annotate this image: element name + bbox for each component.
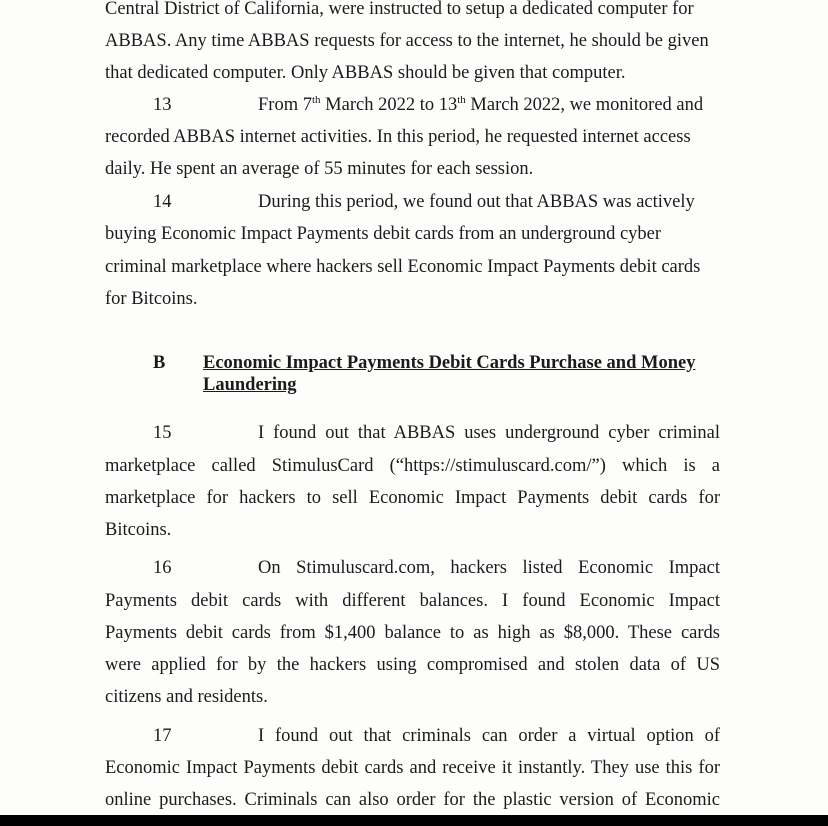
text-line: for Bitcoins.	[105, 289, 198, 309]
text-line: marketplace for hackers to sell Economic Impact Payments debit cards for	[105, 488, 720, 508]
paragraph-number: 16	[153, 558, 172, 578]
text-line: buying Economic Impact Payments debit cards from an underground cyber	[105, 224, 662, 244]
text-line: online purchases. Criminals can also order for the plastic version of Economic	[105, 790, 720, 810]
text-line: Payments debit cards with different balances. I found Economic Impact	[105, 591, 720, 611]
section-letter: B	[153, 353, 166, 373]
paragraph-lead-line: I found out that ABBAS uses underground cyber criminal	[258, 423, 720, 443]
text-line: Payments debit cards from $1,400 balance to as high as $8,000. These cards	[105, 623, 720, 643]
text-line: that dedicated computer. Only ABBAS should be given that computer.	[105, 63, 626, 83]
text-line: were applied for by the hackers using compromised and stolen data of US	[105, 655, 720, 675]
text-line: ABBAS. Any time ABBAS requests for access to the internet, he should be given	[105, 31, 709, 51]
text-line: citizens and residents.	[105, 687, 268, 707]
paragraph-number: 17	[153, 726, 172, 746]
paragraph-lead-line: During this period, we found out that ABBAS was actively	[258, 192, 695, 212]
text-line: daily. He spent an average of 55 minutes for each session.	[105, 159, 534, 179]
section-heading: Economic Impact Payments Debit Cards Purchase and Money Laundering	[203, 353, 696, 395]
paragraph-lead-line: From 7th March 2022 to 13th March 2022, we monitored and	[258, 94, 704, 115]
text-line: Central District of California, were instructed to setup a dedicated computer for	[105, 0, 694, 19]
text-line: criminal marketplace where hackers sell Economic Impact Payments debit cards	[105, 257, 701, 277]
paragraph-lead-line: I found out that criminals can order a virtual option of	[258, 726, 720, 746]
text-line: Bitcoins.	[105, 520, 172, 540]
paragraph-number: 13	[153, 95, 172, 115]
paragraph-number: 15	[153, 423, 172, 443]
paragraph-number: 14	[153, 192, 172, 212]
text-line: recorded ABBAS internet activities. In this period, he requested internet access	[105, 127, 691, 147]
paragraph-lead-line: On Stimuluscard.com, hackers listed Economic Impact	[258, 558, 720, 578]
text-line: marketplace called StimulusCard (“https://stimuluscard.com/”) which is a	[105, 456, 720, 476]
bottom-black-bar	[0, 815, 828, 826]
text-line: Economic Impact Payments debit cards and receive it instantly. They use this for	[105, 758, 720, 778]
